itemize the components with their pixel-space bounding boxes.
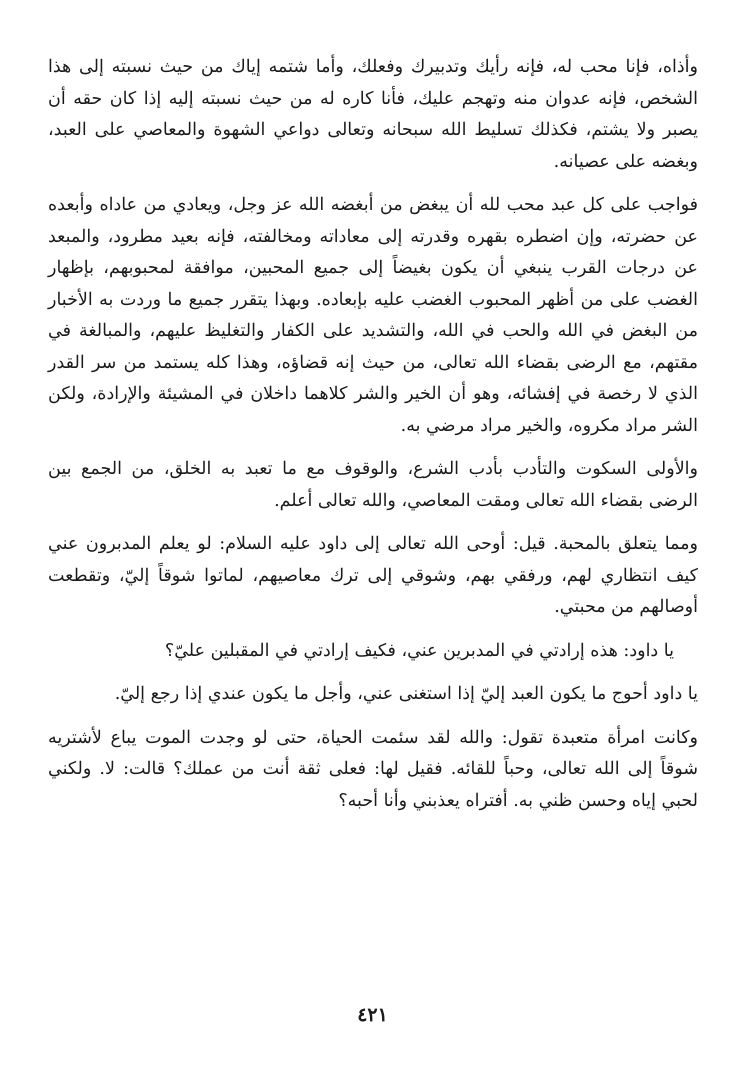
paragraph-3: والأولى السكوت والتأدب بأدب الشرع، والوقوف مع ما تعبد به الخلق، من الجمع بين الرضى بقضاء الله تعالى ومقت المعاصي، والله تعالى أعلم. [48, 459, 698, 511]
page-number: ٤٢١ [357, 1004, 388, 1026]
paragraph-7: وكانت امرأة متعبدة تقول: والله لقد سئمت الحياة، حتى لو وجدت الموت يباع لأشتريه شوقاً إلى الله تعالى، وحباً للقائه. فقيل لها: فعلى ثقة أنت من عملك؟ قالت: لا. ولكني لحبي إياه وحسن ظني به. أفتراه يعذبني وأنا أحبه؟ [48, 727, 698, 811]
paragraph-4: ومما يتعلق بالمحبة. قيل: أوحى الله تعالى إلى داود عليه السلام: لو يعلم المدبرون عني كيف انتظاري لهم، ورفقي بهم، وشوقي إلى ترك معاصيهم، لماتوا شوقاً إليّ، وتقطعت أوصالهم من محبتي. [48, 534, 698, 617]
page-body [48, 52, 698, 817]
paragraph-6: يا داود أحوج ما يكون العبد إليّ إذا استغنى عني، وأجل ما يكون عندي إذا رجع إليّ. [114, 684, 698, 704]
paragraph-2: فواجب على كل عبد محب لله أن يبغض من أبغضه الله عز وجل، ويعادي من عاداه وأبعده عن حضرته، وإن اضطره بقهره وقدرته إلى معاداته ومخالفته، فإنه بعيد مطرود، والمبعد عن درجات القرب ينبغي أن يكون بغيضاً إلى جميع المحبين، موافقة لمحبوبهم، بإظهار الغضب على من أظهر المحبوب الغضب عليه بإبعاده. وبهذا يتقرر جميع ما وردت به الأخبار من البغض في الله والحب في الله، والتشديد على الكفار والتغليظ عليهم، والمبالغة في مقتهم، مع الرضى بقضاء الله تعالى، من حيث إنه قضاؤه، وهذا كله يستمد من سر القدر الذي لا رخصة في إفشائه، وهو أن الخير والشر كلاهما داخلان في المشيئة والإرادة، ولكن الشر مراد مكروه، والخير مراد مرضي به. [48, 195, 698, 436]
paragraph-1: وأذاه، فإنا محب له، فإنه رأيك وتدبيرك وفعلك، وأما شتمه إياك من حيث نسبته إلى هذا الشخص، فإنه عدوان منه وتهجم عليك، فأنا كاره له من حيث نسبته إليه إذا كان حقه أن يصبر ولا يشتم، فكذلك تسليط الله سبحانه وتعالى دواعي الشهوة والمعاصي على العبد، وبغضه على عصيانه. [48, 57, 698, 172]
paragraph-5: يا داود: هذه إرادتي في المدبرين عني، فكيف إرادتي في المقبلين عليّ؟ [164, 640, 674, 661]
